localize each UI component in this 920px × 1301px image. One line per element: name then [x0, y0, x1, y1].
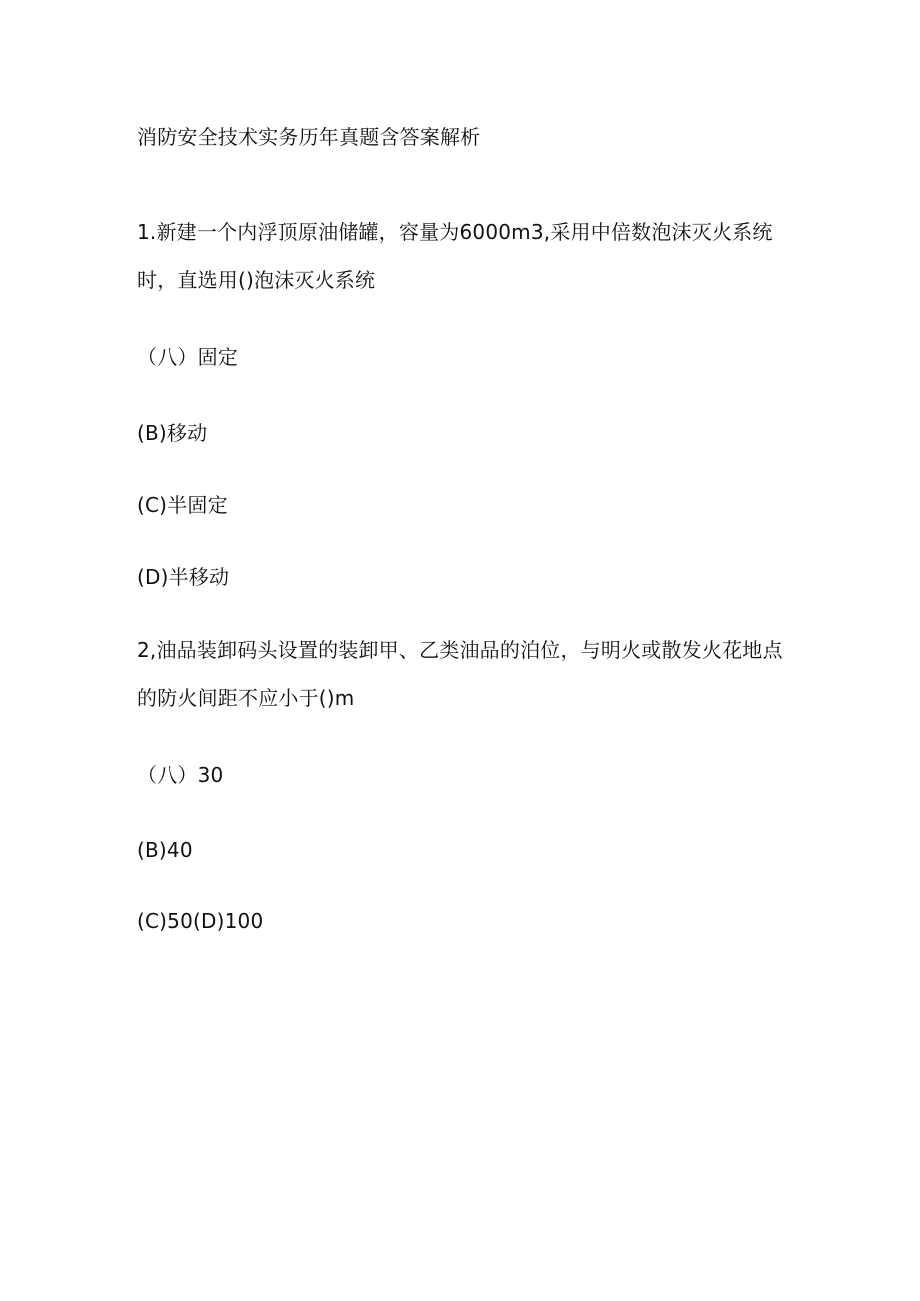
- question-2-stem-line-1: 2,油品装卸码头设置的装卸甲、乙类油品的泊位，与明火或散发火花地点: [137, 638, 783, 662]
- question-1-option-c: (C)半固定: [137, 493, 228, 517]
- question-2-option-c-d: (C)50(D)100: [137, 909, 264, 933]
- question-1-stem-line-2: 时，直选用()泡沫灭火系统: [137, 268, 376, 292]
- question-2-stem-line-2: 的防火间距不应小于()m: [137, 686, 355, 710]
- question-2-option-b: (B)40: [137, 838, 193, 862]
- document-title: 消防安全技术实务历年真题含答案解析: [137, 125, 481, 149]
- question-1-option-d: (D)半移动: [137, 565, 230, 589]
- question-1-option-a: （八）固定: [137, 345, 238, 369]
- question-2-option-a: （八）30: [137, 763, 224, 787]
- question-1-option-b: (B)移动: [137, 421, 208, 445]
- question-1-stem-line-1: 1.新建一个内浮顶原油储罐，容量为6000m3,采用中倍数泡沫灭火系统: [137, 220, 773, 244]
